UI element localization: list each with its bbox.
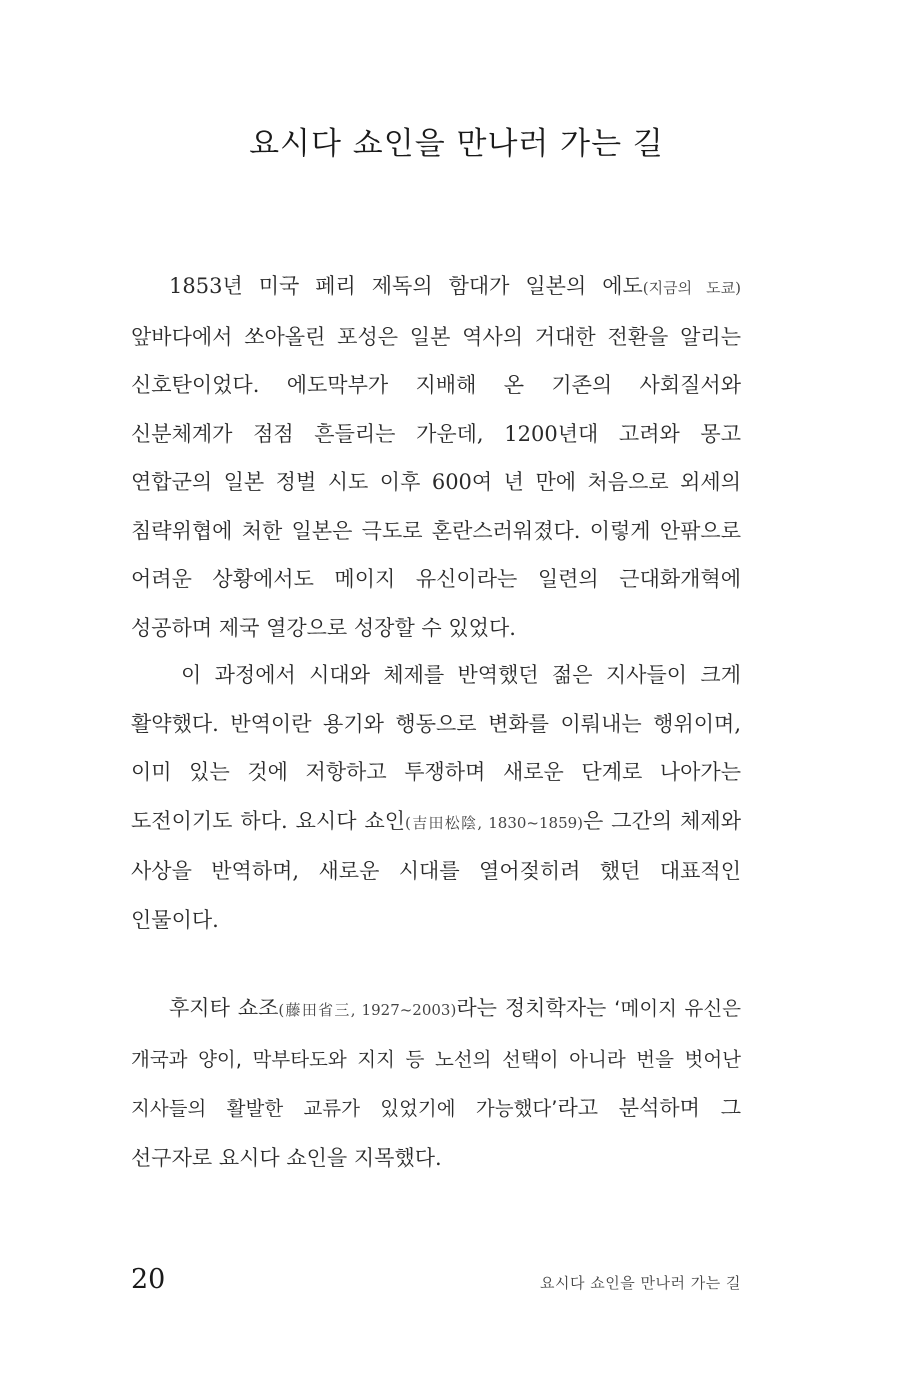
paragraph-1-note: (지금의 도쿄) [642,279,741,297]
paragraph-2-text-b: 은 그간의 체제와 사상을 반역하며, 새로운 시대를 열어젖히려 했던 대표적인 인물이다. [131,808,741,932]
page-title: 요시다 쇼인을 만나러 가는 길 [249,126,664,162]
page-number: 20 [131,1264,166,1295]
paragraph-3-text-a: 후지타 쇼조 [169,996,279,1020]
paragraph-3-text-b: 라는 정치학자는 [456,996,615,1020]
paragraph-2-note: (吉田松陰, 1830~1859) [405,813,584,832]
paragraph-2 [131,651,741,944]
paragraph-3-quote: ‘메이지 유신은 개국과 양이, 막부타도와 지지 등 노선의 선택이 아니라 번을 벗어난 지사들의 활발한 교류가 있었기에 가능했다’ [131,997,741,1120]
running-title: 요시다 쇼인을 만나러 가는 길 [540,1274,741,1292]
paragraph-3-note: (藤田省三, 1927~2003) [278,1001,457,1019]
paragraph-3 [131,984,741,1182]
paragraph-2-text-a: 이 과정에서 시대와 체제를 반역했던 젊은 지사들이 크게 활약했다. 반역이란 용기와 행동으로 변화를 이뤄내는 행위이며, 이미 있는 것에 저항하고 투쟁하며 새로운 단계로 나아가는 도전이기도 하다. 요시다 쇼인 [131,663,741,833]
paragraph-3-text-c: 라고 분석하며 그 선구자로 요시다 쇼인을 지목했다. [131,1096,741,1170]
paragraph-1 [131,262,741,652]
paragraph-1-text-b: 앞바다에서 쏘아올린 포성은 일본 역사의 거대한 전환을 알리는 신호탄이었다. 에도막부가 지배해 온 기존의 사회질서와 신분체계가 점점 흔들리는 가운데, 1200년대 고려와 몽고 연합군의 일본 정벌 시도 이후 600여 년 만에 처음으로 외세의 침략위협에 처한 일본은 극도로 혼란스러워졌다. 이렇게 안팎으로 어려운 상황에서도 메이지 유신이라는 일련의 근대화개혁에 성공하며 제국 열강으로 성장할 수 있었다. [131,324,741,640]
paragraph-1-text-a: 1853년 미국 페리 제독의 함대가 일본의 에도 [169,274,643,298]
